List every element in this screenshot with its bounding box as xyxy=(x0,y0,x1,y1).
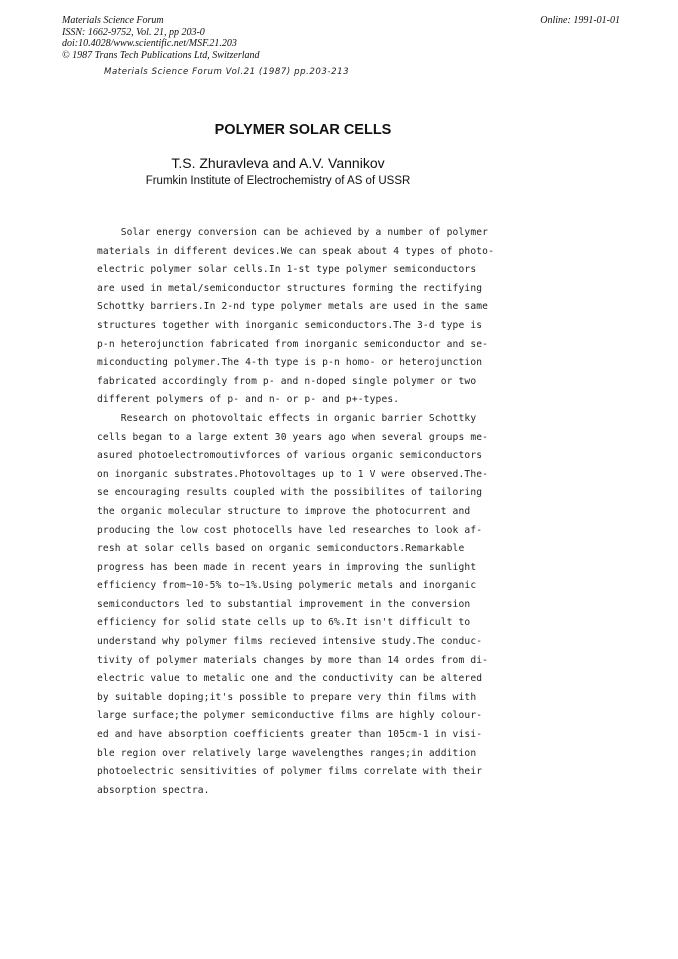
body-line: progress has been made in recent years in improving the sunlight xyxy=(97,561,477,573)
body-line: structures together with inorganic semiconductors.The 3-d type is xyxy=(97,319,483,331)
body-line: large surface;the polymer semiconductive films are highly colour- xyxy=(97,710,483,722)
body-line: efficiency from~10-5% to~1%.Using polymeric metals and inorganic xyxy=(97,580,477,592)
copyright-line: © 1987 Trans Tech Publications Ltd, Switzerland xyxy=(62,49,260,61)
body-line: different polymers of p- and n- or p- and p+-types. xyxy=(97,394,400,406)
body-line: the organic molecular structure to improve the photocurrent and xyxy=(97,505,471,517)
body-line: electric value to metalic one and the conductivity can be altered xyxy=(97,673,483,685)
body-line: on inorganic substrates.Photovoltages up to 1 V were observed.The- xyxy=(97,468,489,480)
body-line: asured photoelectromoutivforces of various organic semiconductors xyxy=(97,450,483,462)
body-line: miconducting polymer.The 4-th type is p-n homo- or heterojunction xyxy=(97,357,483,369)
body-line: understand why polymer films recieved intensive study.The conduc- xyxy=(97,636,483,648)
body-line: Research on photovoltaic effects in organic barrier Schottky xyxy=(97,412,477,424)
body-line: semiconductors led to substantial improvement in the conversion xyxy=(97,598,471,610)
body-line: ble region over relatively large wavelengthes ranges;in addition xyxy=(97,747,477,759)
body-line: tivity of polymer materials changes by more than 14 ordes from di- xyxy=(97,654,489,666)
body-line: se encouraging results coupled with the possibilites of tailoring xyxy=(97,487,483,499)
body-line: p-n heterojunction fabricated from inorganic semiconductor and se- xyxy=(97,338,489,350)
body-line: producing the low cost photocells have led researches to look af- xyxy=(97,524,483,536)
body-line: Solar energy conversion can be achieved by a number of polymer xyxy=(97,227,489,238)
paper-title: POLYMER SOLAR CELLS xyxy=(214,122,392,138)
doi-line: doi:10.4028/www.scientific.net/MSF.21.203 xyxy=(62,38,237,49)
body-line: by suitable doping;it's possible to prepare very thin films with xyxy=(97,691,477,703)
author-affiliation: Frumkin Institute of Electrochemistry of AS of USSR xyxy=(145,175,411,187)
paper-authors: T.S. Zhuravleva and A.V. Vannikov xyxy=(171,155,385,171)
body-line: photoelectric sensitivities of polymer films correlate with their xyxy=(97,766,483,778)
body-line: materials in different devices.We can speak about 4 types of photo- xyxy=(97,245,495,257)
body-line: resh at solar cells based on organic semiconductors.Remarkable xyxy=(97,543,465,555)
body-text xyxy=(97,224,547,800)
body-line: cells began to a large extent 30 years ago when several groups me- xyxy=(97,431,489,443)
issn-line: ISSN: 1662-9752, Vol. 21, pp 203-0 xyxy=(62,26,205,38)
online-date: Online: 1991-01-01 xyxy=(540,15,620,26)
body-line: Schottky barriers.In 2-nd type polymer metals are used in the same xyxy=(97,301,489,313)
journal-name: Materials Science Forum xyxy=(62,15,164,26)
body-line: electric polymer solar cells.In 1-st type polymer semiconductors xyxy=(97,264,477,276)
running-head: Materials Science Forum Vol.21 (1987) pp.203-213 xyxy=(104,67,350,77)
body-line: are used in metal/semiconductor structures forming the rectifying xyxy=(97,282,483,294)
body-line: efficiency for solid state cells up to 6%.It isn't difficult to xyxy=(97,617,471,629)
publication-metadata xyxy=(62,15,260,61)
body-line: ed and have absorption coefficients greater than 105cm-1 in visi- xyxy=(97,729,483,741)
body-line: fabricated accordingly from p- and n-doped single polymer or two xyxy=(97,375,477,387)
body-line: absorption spectra. xyxy=(97,784,210,796)
